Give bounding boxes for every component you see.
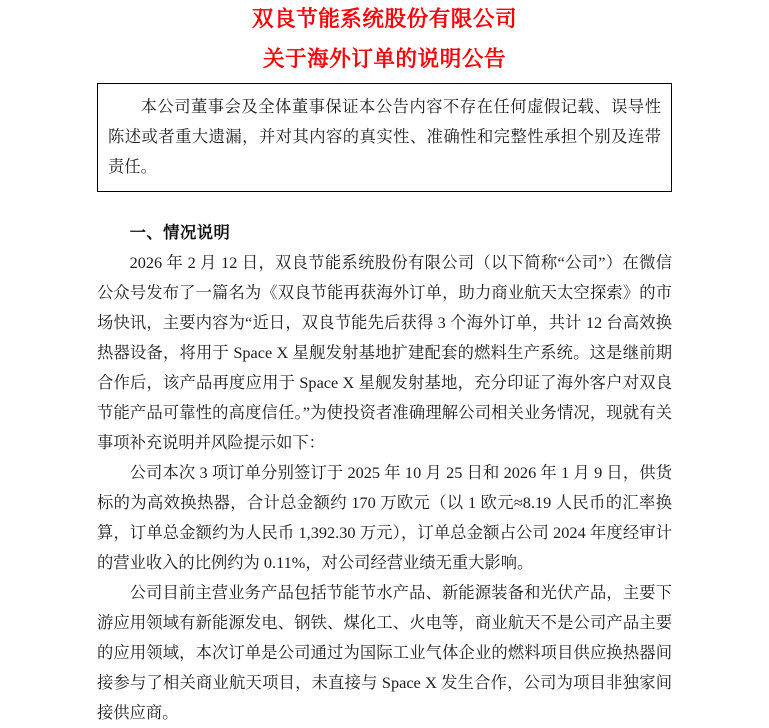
page-subtitle: 关于海外订单的说明公告 — [262, 46, 507, 71]
paragraph-order-details: 公司本次 3 项订单分别签订于 2025 年 10 月 25 日和 2026 年 1 月 9 日，供货标的为高效换热器，合计总金额约 170 万欧元（以 1 欧元≈8.19 人民币的汇率换算，订单总金额约为人民币 1,392.30 万元），订单总金额占公司 2024 年度经审计的营业收入的比例约为 0.11%，对公司经营业绩无重大影响。 — [97, 463, 672, 572]
page-title: 双良节能系统股份有限公司 — [251, 7, 518, 31]
disclaimer-text: 本公司董事会及全体董事保证本公告内容不存在任何虚假记载、误导性陈述或者重大遗漏，并对其内容的真实性、准确性和完整性承担个别及连带责任。 — [108, 97, 661, 176]
document-body — [97, 192, 672, 728]
paragraph-background: 2026 年 2 月 12 日，双良节能系统股份有限公司（以下简称“公司”）在微信公众号发布了一篇名为《双良节能再获海外订单，助力商业航天太空探索》的市场快讯，主要内容为“近日，双良节能先后获得 3 个海外订单，共计 12 台高效换热器设备，将用于 Space X 星舰发射基地扩建配套的燃料生产系统。这是继前期合作后，该产品再度应用于 Space X 星舰发射基地，充分印证了海外客户对双良节能产品可靠性的高度信任。”为使投资者准确理解公司相关业务情况，现就有关事项补充说明并风险提示如下： — [97, 253, 672, 452]
title-block — [0, 0, 769, 77]
paragraph-business-scope: 公司目前主营业务产品包括节能节水产品、新能源装备和光伏产品，主要下游应用领域有新能源发电、钢铁、煤化工、火电等，商业航天不是公司产品主要的应用领域，本次订单是公司通过为国际工业气体企业的燃料项目供应换热器间接参与了相关商业航天项目，未直接与 Space X 发生合作，公司为项目非独家间接供应商。 — [97, 583, 672, 722]
section-heading-situation: 一、情况说明 — [129, 224, 231, 242]
disclaimer-box — [97, 83, 672, 192]
